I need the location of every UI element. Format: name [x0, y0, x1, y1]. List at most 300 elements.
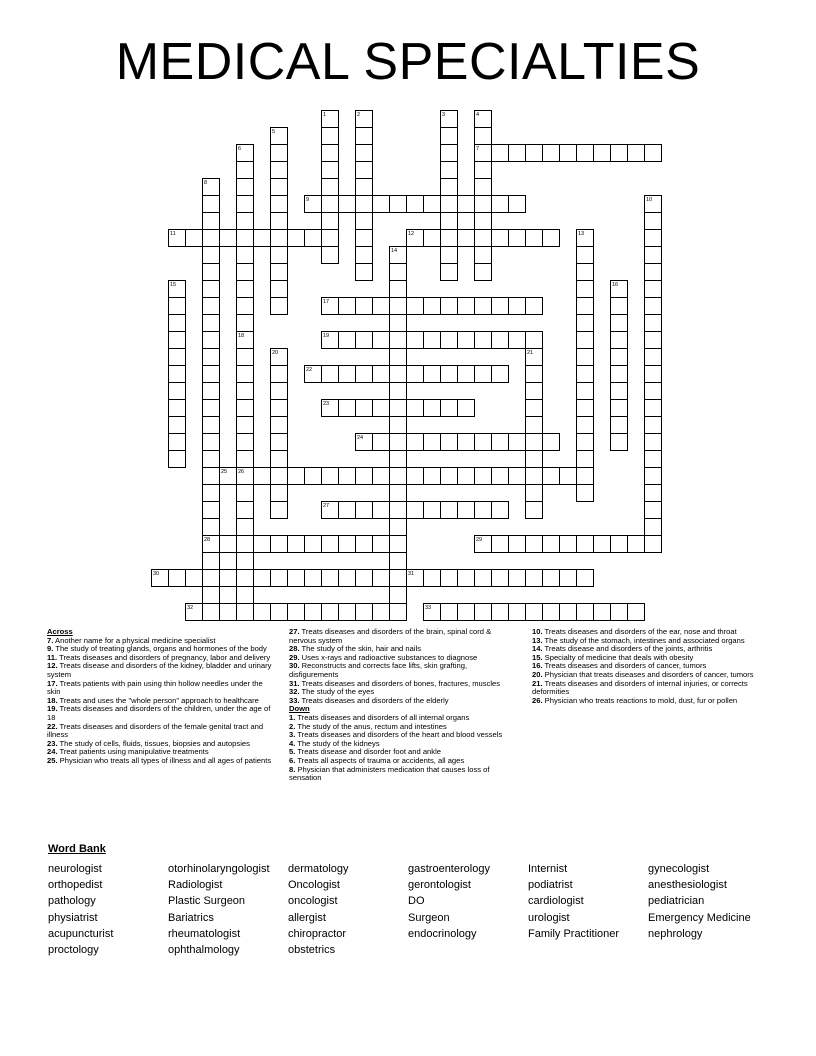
- crossword-cell[interactable]: [440, 195, 458, 213]
- crossword-cell[interactable]: [270, 433, 288, 451]
- crossword-cell[interactable]: [644, 399, 662, 417]
- crossword-cell[interactable]: [202, 382, 220, 400]
- crossword-cell[interactable]: [491, 229, 509, 247]
- crossword-cell[interactable]: [202, 433, 220, 451]
- crossword-cell[interactable]: [440, 467, 458, 485]
- crossword-cell[interactable]: [440, 178, 458, 196]
- crossword-cell[interactable]: [355, 212, 373, 230]
- crossword-cell[interactable]: [253, 535, 271, 553]
- crossword-cell[interactable]: [236, 246, 254, 264]
- crossword-cell[interactable]: [202, 569, 220, 587]
- crossword-cell[interactable]: [423, 365, 441, 383]
- crossword-cell[interactable]: [389, 246, 407, 264]
- crossword-cell[interactable]: [338, 535, 356, 553]
- crossword-cell[interactable]: [627, 144, 645, 162]
- crossword-cell[interactable]: [236, 501, 254, 519]
- crossword-cell[interactable]: [355, 263, 373, 281]
- crossword-cell[interactable]: [338, 297, 356, 315]
- crossword-cell[interactable]: [321, 246, 339, 264]
- crossword-cell[interactable]: [423, 569, 441, 587]
- crossword-cell[interactable]: [236, 518, 254, 536]
- crossword-cell[interactable]: [610, 331, 628, 349]
- crossword-cell[interactable]: [270, 416, 288, 434]
- crossword-cell[interactable]: [321, 229, 339, 247]
- crossword-cell[interactable]: [389, 399, 407, 417]
- crossword-cell[interactable]: [389, 518, 407, 536]
- crossword-cell[interactable]: [202, 297, 220, 315]
- crossword-cell[interactable]: [644, 144, 662, 162]
- crossword-cell[interactable]: [423, 467, 441, 485]
- crossword-cell[interactable]: [644, 416, 662, 434]
- crossword-cell[interactable]: [610, 314, 628, 332]
- crossword-cell[interactable]: [474, 229, 492, 247]
- crossword-cell[interactable]: [236, 331, 254, 349]
- crossword-cell[interactable]: [321, 110, 339, 128]
- crossword-cell[interactable]: [644, 297, 662, 315]
- crossword-cell[interactable]: [270, 535, 288, 553]
- crossword-cell[interactable]: [202, 212, 220, 230]
- crossword-cell[interactable]: [423, 331, 441, 349]
- crossword-cell[interactable]: [236, 535, 254, 553]
- crossword-cell[interactable]: [525, 450, 543, 468]
- crossword-cell[interactable]: [406, 399, 424, 417]
- crossword-cell[interactable]: [304, 195, 322, 213]
- crossword-cell[interactable]: [423, 603, 441, 621]
- crossword-cell[interactable]: [236, 178, 254, 196]
- crossword-cell[interactable]: [576, 365, 594, 383]
- crossword-cell[interactable]: [389, 365, 407, 383]
- crossword-cell[interactable]: [355, 195, 373, 213]
- crossword-cell[interactable]: [321, 144, 339, 162]
- crossword-cell[interactable]: [525, 569, 543, 587]
- crossword-cell[interactable]: [576, 331, 594, 349]
- crossword-cell[interactable]: [610, 399, 628, 417]
- crossword-cell[interactable]: [355, 331, 373, 349]
- crossword-cell[interactable]: [559, 603, 577, 621]
- crossword-cell[interactable]: [423, 501, 441, 519]
- crossword-cell[interactable]: [491, 297, 509, 315]
- crossword-cell[interactable]: [236, 569, 254, 587]
- crossword-cell[interactable]: [406, 331, 424, 349]
- crossword-cell[interactable]: [321, 467, 339, 485]
- crossword-cell[interactable]: [474, 569, 492, 587]
- crossword-cell[interactable]: [593, 144, 611, 162]
- crossword-cell[interactable]: [627, 535, 645, 553]
- crossword-cell[interactable]: [644, 365, 662, 383]
- crossword-cell[interactable]: [389, 314, 407, 332]
- crossword-cell[interactable]: [576, 416, 594, 434]
- crossword-cell[interactable]: [457, 603, 475, 621]
- crossword-cell[interactable]: [304, 535, 322, 553]
- crossword-cell[interactable]: [355, 399, 373, 417]
- crossword-cell[interactable]: [372, 467, 390, 485]
- crossword-cell[interactable]: [253, 467, 271, 485]
- crossword-cell[interactable]: [236, 450, 254, 468]
- crossword-cell[interactable]: [389, 535, 407, 553]
- crossword-cell[interactable]: [576, 348, 594, 366]
- crossword-cell[interactable]: [542, 535, 560, 553]
- crossword-cell[interactable]: [440, 263, 458, 281]
- crossword-cell[interactable]: [236, 467, 254, 485]
- crossword-cell[interactable]: [270, 297, 288, 315]
- crossword-cell[interactable]: [576, 399, 594, 417]
- crossword-cell[interactable]: [474, 297, 492, 315]
- crossword-cell[interactable]: [389, 263, 407, 281]
- crossword-cell[interactable]: [389, 552, 407, 570]
- crossword-cell[interactable]: [576, 314, 594, 332]
- crossword-cell[interactable]: [423, 399, 441, 417]
- crossword-cell[interactable]: [338, 195, 356, 213]
- crossword-cell[interactable]: [321, 603, 339, 621]
- crossword-cell[interactable]: [525, 382, 543, 400]
- crossword-cell[interactable]: [491, 365, 509, 383]
- crossword-cell[interactable]: [440, 110, 458, 128]
- crossword-cell[interactable]: [236, 399, 254, 417]
- crossword-cell[interactable]: [576, 297, 594, 315]
- crossword-cell[interactable]: [338, 365, 356, 383]
- crossword-cell[interactable]: [508, 331, 526, 349]
- crossword-cell[interactable]: [542, 433, 560, 451]
- crossword-cell[interactable]: [202, 365, 220, 383]
- crossword-cell[interactable]: [644, 518, 662, 536]
- crossword-cell[interactable]: [168, 348, 186, 366]
- crossword-cell[interactable]: [474, 263, 492, 281]
- crossword-cell[interactable]: [287, 467, 305, 485]
- crossword-cell[interactable]: [474, 603, 492, 621]
- crossword-cell[interactable]: [440, 433, 458, 451]
- crossword-cell[interactable]: [457, 195, 475, 213]
- crossword-cell[interactable]: [270, 246, 288, 264]
- crossword-cell[interactable]: [389, 382, 407, 400]
- crossword-cell[interactable]: [610, 535, 628, 553]
- crossword-cell[interactable]: [559, 144, 577, 162]
- crossword-cell[interactable]: [287, 569, 305, 587]
- crossword-cell[interactable]: [321, 399, 339, 417]
- crossword-cell[interactable]: [236, 144, 254, 162]
- crossword-cell[interactable]: [406, 297, 424, 315]
- crossword-cell[interactable]: [440, 365, 458, 383]
- crossword-cell[interactable]: [423, 433, 441, 451]
- crossword-cell[interactable]: [610, 280, 628, 298]
- crossword-cell[interactable]: [270, 212, 288, 230]
- crossword-cell[interactable]: [644, 229, 662, 247]
- crossword-cell[interactable]: [202, 331, 220, 349]
- crossword-cell[interactable]: [559, 569, 577, 587]
- crossword-cell[interactable]: [202, 501, 220, 519]
- crossword-cell[interactable]: [270, 348, 288, 366]
- crossword-cell[interactable]: [491, 467, 509, 485]
- crossword-cell[interactable]: [644, 212, 662, 230]
- crossword-cell[interactable]: [321, 501, 339, 519]
- crossword-cell[interactable]: [270, 127, 288, 145]
- crossword-cell[interactable]: [423, 195, 441, 213]
- crossword-cell[interactable]: [457, 399, 475, 417]
- crossword-cell[interactable]: [253, 569, 271, 587]
- crossword-cell[interactable]: [525, 399, 543, 417]
- crossword-cell[interactable]: [338, 501, 356, 519]
- crossword-cell[interactable]: [508, 467, 526, 485]
- crossword-cell[interactable]: [610, 382, 628, 400]
- crossword-cell[interactable]: [219, 229, 237, 247]
- crossword-cell[interactable]: [270, 569, 288, 587]
- crossword-cell[interactable]: [219, 569, 237, 587]
- crossword-cell[interactable]: [202, 467, 220, 485]
- crossword-cell[interactable]: [644, 195, 662, 213]
- crossword-cell[interactable]: [508, 144, 526, 162]
- crossword-cell[interactable]: [270, 195, 288, 213]
- crossword-cell[interactable]: [440, 569, 458, 587]
- crossword-cell[interactable]: [202, 399, 220, 417]
- crossword-cell[interactable]: [389, 484, 407, 502]
- crossword-cell[interactable]: [270, 484, 288, 502]
- crossword-cell[interactable]: [644, 331, 662, 349]
- crossword-cell[interactable]: [559, 535, 577, 553]
- crossword-cell[interactable]: [474, 467, 492, 485]
- crossword-cell[interactable]: [338, 603, 356, 621]
- crossword-cell[interactable]: [304, 467, 322, 485]
- crossword-cell[interactable]: [406, 365, 424, 383]
- crossword-cell[interactable]: [525, 331, 543, 349]
- crossword-cell[interactable]: [168, 280, 186, 298]
- crossword-cell[interactable]: [474, 212, 492, 230]
- crossword-cell[interactable]: [270, 450, 288, 468]
- crossword-cell[interactable]: [389, 348, 407, 366]
- crossword-cell[interactable]: [372, 569, 390, 587]
- crossword-cell[interactable]: [457, 433, 475, 451]
- crossword-cell[interactable]: [321, 297, 339, 315]
- crossword-cell[interactable]: [440, 331, 458, 349]
- crossword-cell[interactable]: [236, 348, 254, 366]
- crossword-cell[interactable]: [236, 297, 254, 315]
- crossword-cell[interactable]: [338, 569, 356, 587]
- crossword-cell[interactable]: [508, 569, 526, 587]
- crossword-cell[interactable]: [372, 331, 390, 349]
- crossword-cell[interactable]: [406, 501, 424, 519]
- crossword-cell[interactable]: [202, 416, 220, 434]
- crossword-cell[interactable]: [355, 535, 373, 553]
- crossword-cell[interactable]: [270, 382, 288, 400]
- crossword-cell[interactable]: [491, 433, 509, 451]
- crossword-cell[interactable]: [355, 603, 373, 621]
- crossword-cell[interactable]: [355, 161, 373, 179]
- crossword-cell[interactable]: [389, 297, 407, 315]
- crossword-cell[interactable]: [253, 229, 271, 247]
- crossword-cell[interactable]: [440, 399, 458, 417]
- crossword-cell[interactable]: [236, 382, 254, 400]
- crossword-cell[interactable]: [389, 195, 407, 213]
- crossword-cell[interactable]: [372, 535, 390, 553]
- crossword-cell[interactable]: [355, 569, 373, 587]
- crossword-cell[interactable]: [474, 246, 492, 264]
- crossword-cell[interactable]: [491, 535, 509, 553]
- crossword-cell[interactable]: [576, 484, 594, 502]
- crossword-cell[interactable]: [576, 280, 594, 298]
- crossword-cell[interactable]: [576, 450, 594, 468]
- crossword-cell[interactable]: [270, 501, 288, 519]
- crossword-cell[interactable]: [202, 246, 220, 264]
- crossword-cell[interactable]: [372, 501, 390, 519]
- crossword-cell[interactable]: [270, 399, 288, 417]
- crossword-cell[interactable]: [491, 569, 509, 587]
- crossword-cell[interactable]: [644, 501, 662, 519]
- crossword-cell[interactable]: [576, 246, 594, 264]
- crossword-cell[interactable]: [355, 467, 373, 485]
- crossword-cell[interactable]: [542, 467, 560, 485]
- crossword-cell[interactable]: [440, 212, 458, 230]
- crossword-cell[interactable]: [151, 569, 169, 587]
- crossword-cell[interactable]: [576, 382, 594, 400]
- crossword-cell[interactable]: [576, 535, 594, 553]
- crossword-cell[interactable]: [389, 603, 407, 621]
- crossword-cell[interactable]: [474, 433, 492, 451]
- crossword-cell[interactable]: [355, 501, 373, 519]
- crossword-cell[interactable]: [236, 416, 254, 434]
- crossword-cell[interactable]: [576, 603, 594, 621]
- crossword-cell[interactable]: [202, 314, 220, 332]
- crossword-cell[interactable]: [270, 263, 288, 281]
- crossword-cell[interactable]: [525, 501, 543, 519]
- crossword-cell[interactable]: [644, 246, 662, 264]
- crossword-cell[interactable]: [440, 161, 458, 179]
- crossword-cell[interactable]: [270, 280, 288, 298]
- crossword-cell[interactable]: [287, 229, 305, 247]
- crossword-cell[interactable]: [406, 433, 424, 451]
- crossword-cell[interactable]: [389, 433, 407, 451]
- crossword-cell[interactable]: [423, 297, 441, 315]
- crossword-cell[interactable]: [474, 144, 492, 162]
- crossword-cell[interactable]: [168, 297, 186, 315]
- crossword-cell[interactable]: [219, 603, 237, 621]
- crossword-cell[interactable]: [202, 178, 220, 196]
- crossword-cell[interactable]: [321, 569, 339, 587]
- crossword-cell[interactable]: [270, 229, 288, 247]
- crossword-cell[interactable]: [576, 433, 594, 451]
- crossword-cell[interactable]: [576, 144, 594, 162]
- crossword-cell[interactable]: [321, 195, 339, 213]
- crossword-cell[interactable]: [202, 535, 220, 553]
- crossword-cell[interactable]: [185, 229, 203, 247]
- crossword-cell[interactable]: [593, 603, 611, 621]
- crossword-cell[interactable]: [542, 603, 560, 621]
- crossword-cell[interactable]: [372, 195, 390, 213]
- crossword-cell[interactable]: [610, 603, 628, 621]
- crossword-cell[interactable]: [644, 535, 662, 553]
- crossword-cell[interactable]: [474, 365, 492, 383]
- crossword-cell[interactable]: [372, 365, 390, 383]
- crossword-cell[interactable]: [491, 144, 509, 162]
- crossword-cell[interactable]: [457, 501, 475, 519]
- crossword-cell[interactable]: [610, 416, 628, 434]
- crossword-cell[interactable]: [474, 501, 492, 519]
- crossword-cell[interactable]: [236, 484, 254, 502]
- crossword-cell[interactable]: [508, 433, 526, 451]
- crossword-cell[interactable]: [576, 569, 594, 587]
- crossword-cell[interactable]: [593, 535, 611, 553]
- crossword-cell[interactable]: [168, 229, 186, 247]
- crossword-cell[interactable]: [440, 144, 458, 162]
- crossword-cell[interactable]: [525, 144, 543, 162]
- crossword-cell[interactable]: [644, 280, 662, 298]
- crossword-cell[interactable]: [525, 433, 543, 451]
- crossword-cell[interactable]: [321, 127, 339, 145]
- crossword-cell[interactable]: [355, 110, 373, 128]
- crossword-cell[interactable]: [270, 144, 288, 162]
- crossword-cell[interactable]: [474, 535, 492, 553]
- crossword-cell[interactable]: [491, 603, 509, 621]
- crossword-cell[interactable]: [423, 229, 441, 247]
- crossword-cell[interactable]: [270, 365, 288, 383]
- crossword-cell[interactable]: [168, 416, 186, 434]
- crossword-cell[interactable]: [406, 229, 424, 247]
- crossword-cell[interactable]: [457, 297, 475, 315]
- crossword-cell[interactable]: [236, 552, 254, 570]
- crossword-cell[interactable]: [202, 450, 220, 468]
- crossword-cell[interactable]: [168, 382, 186, 400]
- crossword-cell[interactable]: [576, 467, 594, 485]
- crossword-cell[interactable]: [406, 195, 424, 213]
- crossword-cell[interactable]: [202, 603, 220, 621]
- crossword-cell[interactable]: [372, 603, 390, 621]
- crossword-cell[interactable]: [457, 229, 475, 247]
- crossword-cell[interactable]: [338, 331, 356, 349]
- crossword-cell[interactable]: [389, 501, 407, 519]
- crossword-cell[interactable]: [610, 433, 628, 451]
- crossword-cell[interactable]: [236, 263, 254, 281]
- crossword-cell[interactable]: [525, 365, 543, 383]
- crossword-cell[interactable]: [253, 603, 271, 621]
- crossword-cell[interactable]: [270, 178, 288, 196]
- crossword-cell[interactable]: [474, 195, 492, 213]
- crossword-cell[interactable]: [236, 229, 254, 247]
- crossword-cell[interactable]: [236, 195, 254, 213]
- crossword-cell[interactable]: [610, 297, 628, 315]
- crossword-cell[interactable]: [321, 178, 339, 196]
- crossword-cell[interactable]: [542, 569, 560, 587]
- crossword-cell[interactable]: [525, 416, 543, 434]
- crossword-cell[interactable]: [321, 535, 339, 553]
- crossword-cell[interactable]: [355, 127, 373, 145]
- crossword-cell[interactable]: [355, 229, 373, 247]
- crossword-cell[interactable]: [644, 467, 662, 485]
- crossword-cell[interactable]: [236, 365, 254, 383]
- crossword-cell[interactable]: [202, 195, 220, 213]
- crossword-cell[interactable]: [525, 603, 543, 621]
- crossword-cell[interactable]: [542, 144, 560, 162]
- crossword-cell[interactable]: [440, 246, 458, 264]
- crossword-cell[interactable]: [168, 569, 186, 587]
- crossword-cell[interactable]: [168, 450, 186, 468]
- crossword-cell[interactable]: [644, 450, 662, 468]
- crossword-cell[interactable]: [372, 297, 390, 315]
- crossword-cell[interactable]: [355, 178, 373, 196]
- crossword-cell[interactable]: [644, 433, 662, 451]
- crossword-cell[interactable]: [389, 569, 407, 587]
- crossword-cell[interactable]: [389, 450, 407, 468]
- crossword-cell[interactable]: [542, 229, 560, 247]
- crossword-cell[interactable]: [355, 144, 373, 162]
- crossword-cell[interactable]: [202, 263, 220, 281]
- crossword-cell[interactable]: [525, 229, 543, 247]
- crossword-cell[interactable]: [185, 603, 203, 621]
- crossword-cell[interactable]: [389, 280, 407, 298]
- crossword-cell[interactable]: [457, 569, 475, 587]
- crossword-cell[interactable]: [508, 229, 526, 247]
- crossword-cell[interactable]: [474, 110, 492, 128]
- crossword-cell[interactable]: [355, 365, 373, 383]
- crossword-cell[interactable]: [287, 603, 305, 621]
- crossword-cell[interactable]: [525, 467, 543, 485]
- crossword-cell[interactable]: [270, 603, 288, 621]
